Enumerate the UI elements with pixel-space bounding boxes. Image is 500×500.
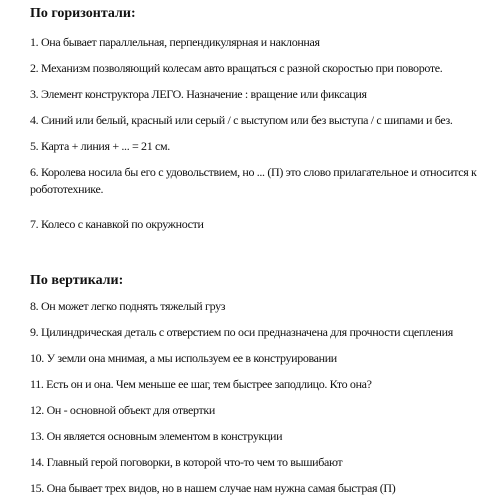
horizontal-clue-2: 2. Механизм позволяющий колесам авто вращаться с разной скоростью при повороте. [30, 61, 443, 75]
vertical-heading: По вертикали: [30, 273, 124, 288]
horizontal-clue-6: 6. Королева носила бы его с удовольствием, но ... (П) это слово прилагательное и относится к робототехнике. [30, 165, 477, 196]
horizontal-heading: По горизонтали: [30, 6, 136, 21]
vertical-clue-14: 14. Главный герой поговорки, в которой что-то чем то вышибают [30, 455, 343, 469]
horizontal-clue-7: 7. Колесо с канавкой по окружности [30, 217, 204, 231]
vertical-clue-15: 15. Она бывает трех видов, но в нашем случае нам нужна самая быстрая (П) [30, 481, 396, 495]
vertical-clue-10: 10. У земли она мнимая, а мы используем ее в конструировании [30, 351, 337, 365]
vertical-clue-9: 9. Цилиндрическая деталь с отверстием по оси предназначена для прочности сцепления [30, 325, 453, 339]
horizontal-clue-4: 4. Синий или белый, красный или серый / с выступом или без выступа / с шипами и без. [30, 113, 453, 127]
vertical-clue-8: 8. Он может легко поднять тяжелый груз [30, 299, 226, 313]
horizontal-clue-5: 5. Карта + линия + ... = 21 см. [30, 139, 170, 153]
vertical-clue-12: 12. Он - основной объект для отвертки [30, 403, 215, 417]
horizontal-clue-1: 1. Она бывает параллельная, перпендикулярная и наклонная [30, 35, 320, 49]
vertical-clue-11: 11. Есть он и она. Чем меньше ее шаг, тем быстрее заподлицо. Кто она? [30, 377, 372, 391]
horizontal-clue-3: 3. Элемент конструктора ЛЕГО. Назначение : вращение или фиксация [30, 87, 367, 101]
vertical-clue-13: 13. Он является основным элементом в конструкции [30, 429, 283, 443]
